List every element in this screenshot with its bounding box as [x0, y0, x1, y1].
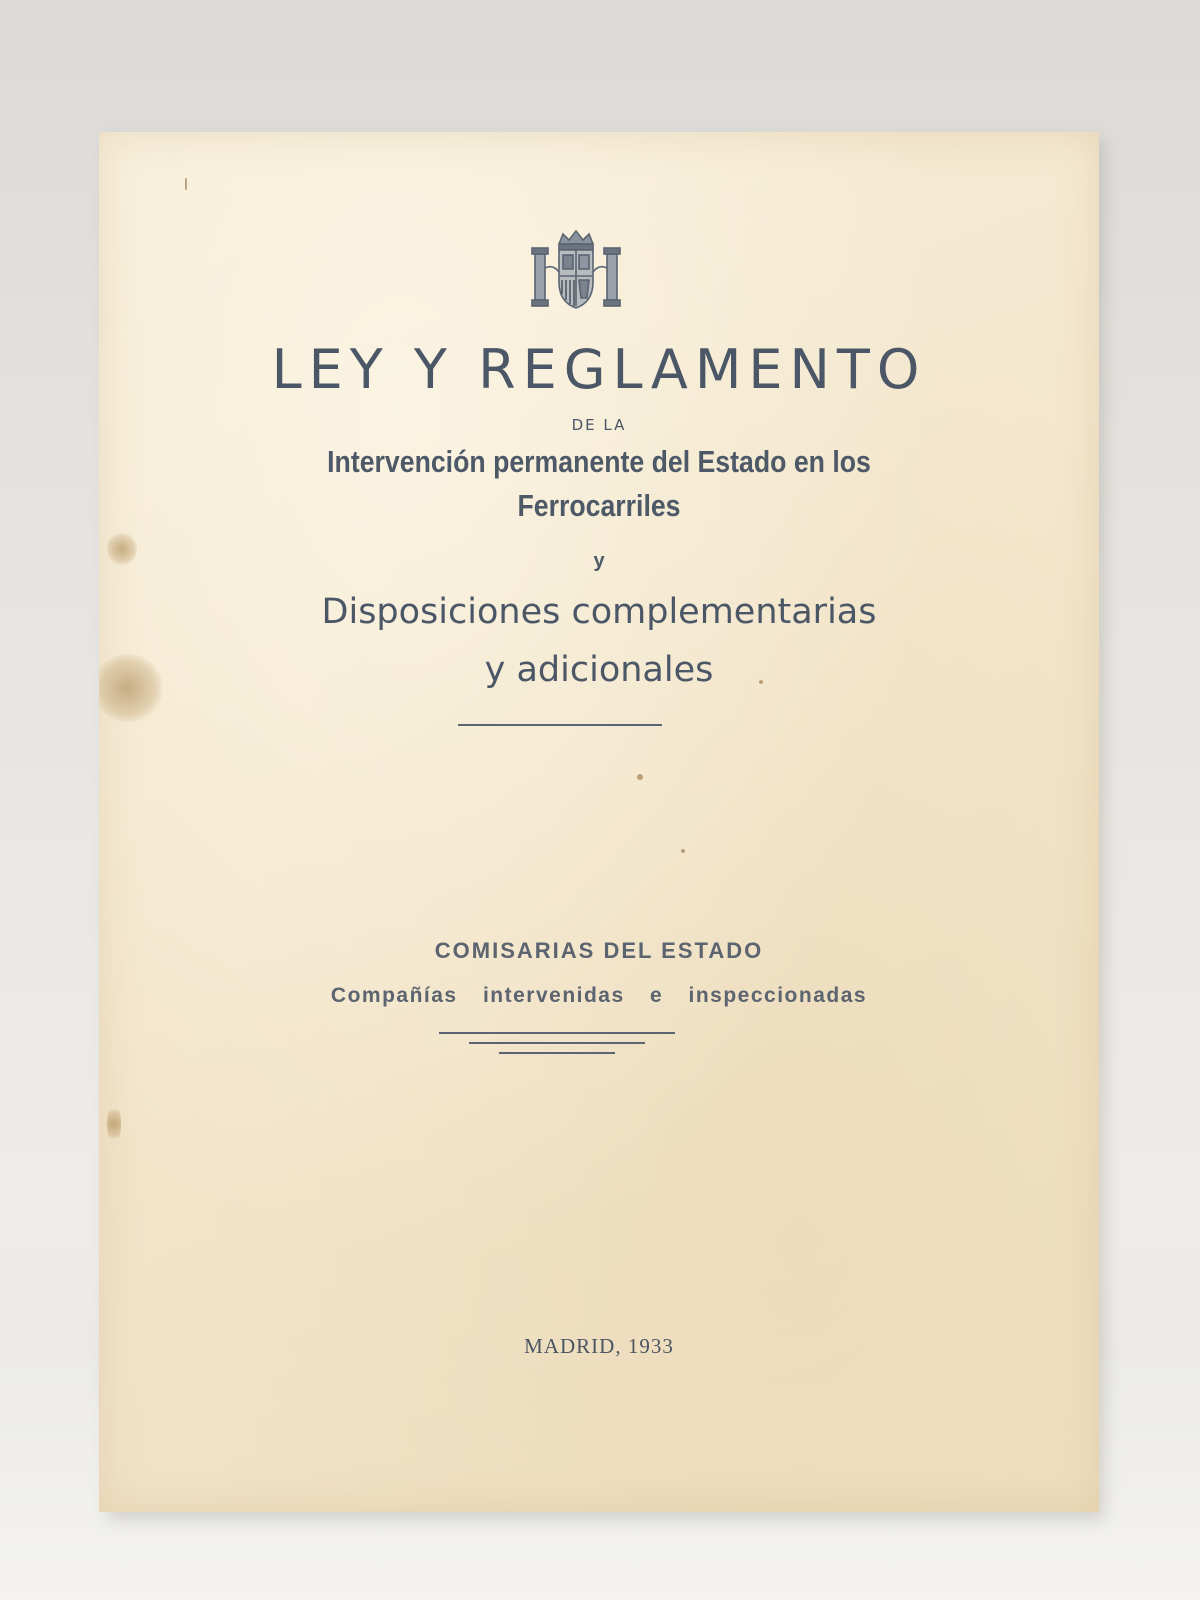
cover-subtitle-line2: Ferrocarriles: [517, 488, 681, 523]
section-divider-middle: [469, 1042, 645, 1044]
stain-speck: [637, 774, 643, 780]
stain-speck: [681, 849, 685, 853]
section-subheading: Compañías intervenidas e inspeccionadas: [330, 984, 868, 1007]
section-divider-top: [439, 1032, 675, 1034]
stain-speck: [185, 178, 187, 190]
cover-dispositions-line1: Disposiciones complementarias: [321, 592, 877, 632]
cover-conjunction: y: [593, 550, 605, 572]
section-divider-bottom: [499, 1052, 615, 1054]
section-heading: COMISARIAS DEL ESTADO: [434, 938, 764, 963]
booklet-cover: [99, 132, 1099, 1512]
cover-imprint: MADRID, 1933: [524, 1334, 674, 1358]
title-divider: [458, 724, 662, 726]
cover-title: LEY Y REGLAMENTO: [271, 338, 927, 401]
stain-mark: [107, 1104, 121, 1144]
cover-dispositions-line2: y adicionales: [484, 650, 714, 690]
cover-de-la: DE LA: [571, 416, 627, 434]
coat-of-arms-icon: [529, 228, 623, 312]
cover-subtitle-line1: Intervención permanente del Estado en los: [327, 444, 871, 479]
